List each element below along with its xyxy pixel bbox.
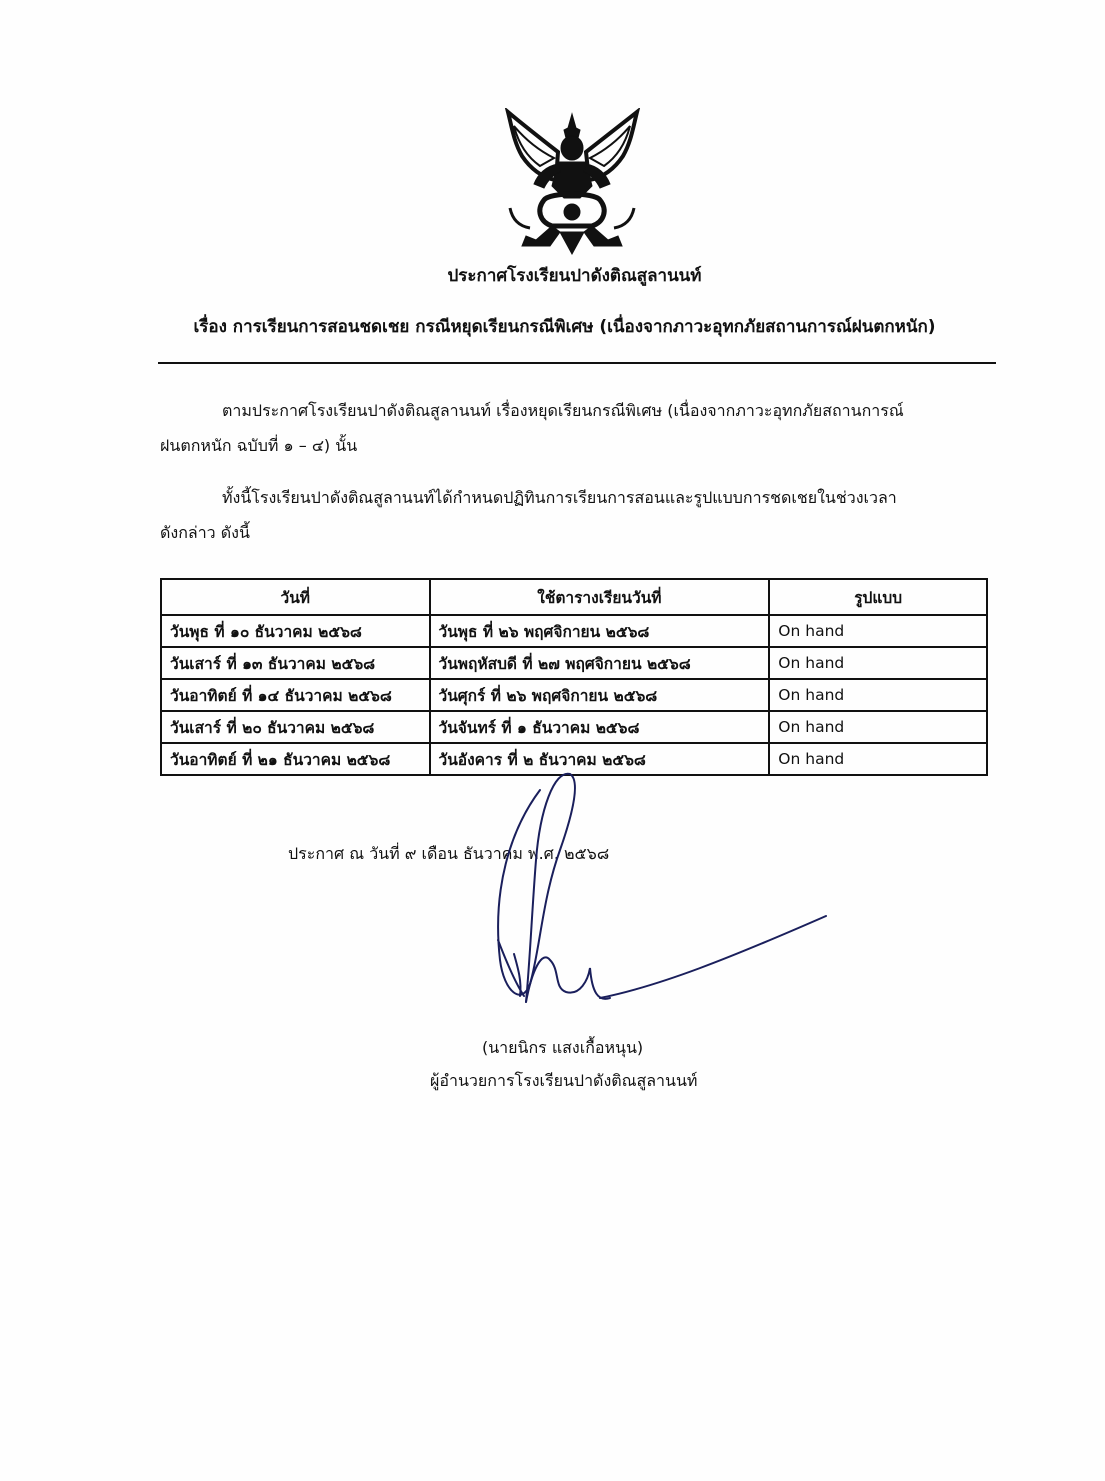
paragraph-1-line-2: ฝนตกหนัก ฉบับที่ ๑ – ๔) นั้น [160, 436, 358, 455]
table-header-row [161, 579, 987, 615]
garuda-emblem-icon [500, 108, 645, 260]
timetable-date-cell: วันพุธ ที่ ๒๖ พฤศจิกายน ๒๕๖๘ [430, 615, 770, 647]
format-cell: On hand [769, 743, 987, 775]
table-row [161, 679, 987, 711]
header-divider [158, 362, 996, 364]
schedule-table [160, 578, 988, 776]
format-cell: On hand [769, 615, 987, 647]
announcement-date: ประกาศ ณ วันที่ ๙ เดือน ธันวาคม พ.ศ. ๒๕๖๘ [288, 844, 610, 863]
date-cell: วันอาทิตย์ ที่ ๒๑ ธันวาคม ๒๕๖๘ [161, 743, 430, 775]
column-header-timetable-date: ใช้ตารางเรียนวันที่ [430, 579, 770, 615]
timetable-date-cell: วันศุกร์ ที่ ๒๖ พฤศจิกายน ๒๕๖๘ [430, 679, 770, 711]
timetable-date-cell: วันพฤหัสบดี ที่ ๒๗ พฤศจิกายน ๒๕๖๘ [430, 647, 770, 679]
document-title: ประกาศโรงเรียนปาดังติณสูลานนท์ [447, 266, 702, 286]
date-cell: วันเสาร์ ที่ ๒๐ ธันวาคม ๒๕๖๘ [161, 711, 430, 743]
column-header-format: รูปแบบ [769, 579, 987, 615]
format-cell: On hand [769, 679, 987, 711]
signature-mark [470, 770, 830, 1030]
document-subject: เรื่อง การเรียนการสอนชดเชย กรณีหยุดเรียนกรณีพิเศษ (เนื่องจากภาวะอุทกภัยสถานการณ์ฝนตกหนัก) [193, 317, 936, 337]
paragraph-2-line-2: ดังกล่าว ดังนี้ [160, 523, 250, 542]
column-header-date: วันที่ [161, 579, 430, 615]
date-cell: วันอาทิตย์ ที่ ๑๔ ธันวาคม ๒๕๖๘ [161, 679, 430, 711]
timetable-date-cell: วันอังคาร ที่ ๒ ธันวาคม ๒๕๖๘ [430, 743, 770, 775]
table-row [161, 615, 987, 647]
format-cell: On hand [769, 711, 987, 743]
timetable-date-cell: วันจันทร์ ที่ ๑ ธันวาคม ๒๕๖๘ [430, 711, 770, 743]
paragraph-2-line-1: ทั้งนี้โรงเรียนปาดังติณสูลานนท์ได้กำหนดปฏิทินการเรียนการสอนและรูปแบบการชดเชยในช่วงเวลา [222, 488, 897, 507]
table-row [161, 647, 987, 679]
signer-role: ผู้อำนวยการโรงเรียนปาดังติณสูลานนท์ [430, 1071, 698, 1090]
date-cell: วันพุธ ที่ ๑๐ ธันวาคม ๒๕๖๘ [161, 615, 430, 647]
format-cell: On hand [769, 647, 987, 679]
signer-name: (นายนิกร แสงเกื้อหนุน) [482, 1038, 644, 1057]
table-row [161, 711, 987, 743]
paragraph-1-line-1: ตามประกาศโรงเรียนปาดังติณสูลานนท์ เรื่องหยุดเรียนกรณีพิเศษ (เนื่องจากภาวะอุทกภัยสถานการณ์ [222, 401, 904, 420]
date-cell: วันเสาร์ ที่ ๑๓ ธันวาคม ๒๕๖๘ [161, 647, 430, 679]
